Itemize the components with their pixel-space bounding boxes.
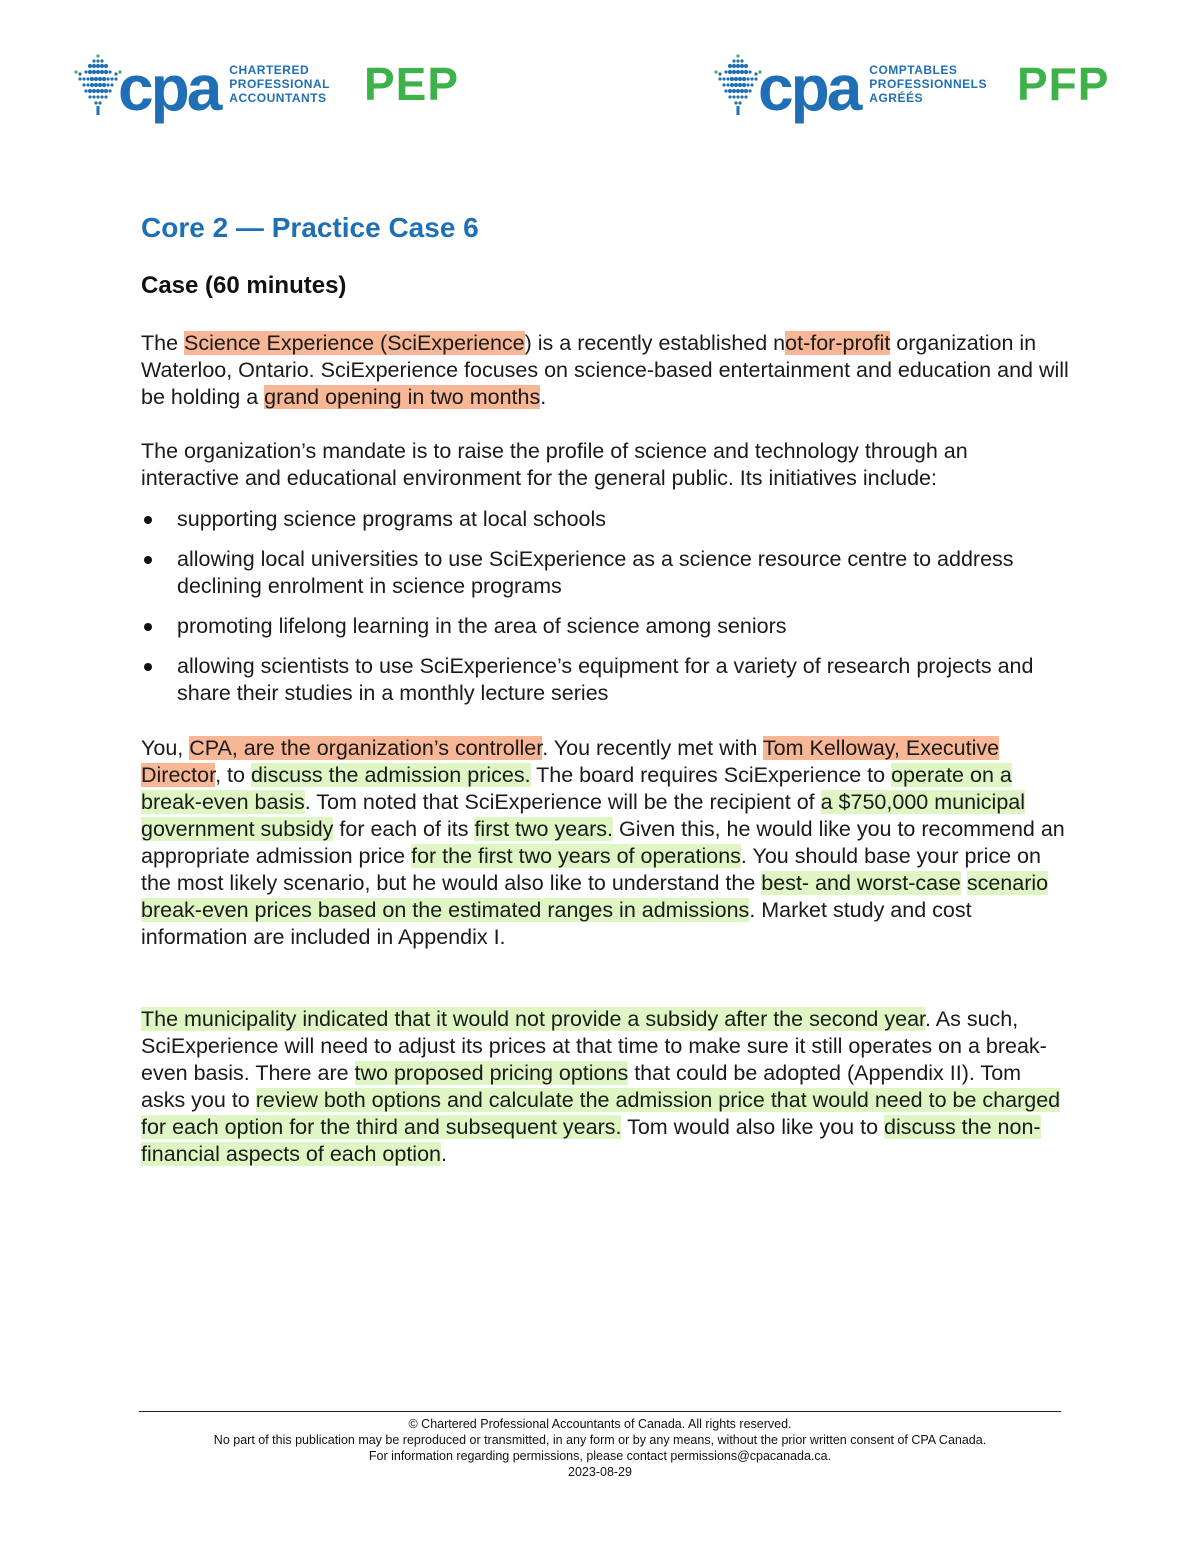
leaf-dot [732, 59, 735, 62]
leaf-dot [98, 101, 101, 104]
list-item [141, 546, 1071, 600]
key-fact-highlight: Science Experience (SciExperience [184, 331, 525, 355]
leaf-dot [96, 64, 100, 68]
requirement-highlight: discuss the admission prices. [250, 763, 531, 787]
leaf-dot [742, 83, 746, 87]
leaf-dot [100, 59, 103, 62]
leaf-dot [736, 59, 739, 62]
leaf-dot [88, 64, 92, 68]
leaf-dot [734, 77, 738, 81]
leaf-dot [724, 70, 727, 73]
leaf-dot [736, 95, 739, 98]
initiatives-list [141, 506, 1071, 720]
leaf-dot [750, 83, 753, 86]
leaf-dot [738, 77, 742, 81]
leaf-dot [86, 83, 89, 86]
requirement-highlight: best- and worst-case [761, 871, 961, 895]
designation-line: PROFESSIONAL [229, 77, 330, 91]
designation-line: PROFESSIONNELS [869, 77, 987, 91]
leaf-dot [84, 70, 87, 73]
leaf-dot [726, 77, 729, 80]
leaf-dot [722, 77, 725, 80]
leaf-dot [744, 95, 747, 98]
list-item [141, 506, 1071, 533]
requirement-highlight: two proposed pricing options [354, 1061, 629, 1085]
list-item [141, 613, 1071, 640]
leaf-dot [104, 95, 107, 98]
leaf-dot [726, 83, 729, 86]
text-run: Tom would also like you to [621, 1115, 884, 1139]
leaf-stem [97, 106, 100, 115]
leaf-dot [104, 64, 108, 68]
key-fact-highlight: Tom Kelloway, Executive Director [141, 736, 1000, 787]
leaf-dot [744, 89, 748, 93]
leaf-dot [734, 101, 737, 104]
text-run: . As such, SciExperience will need to adjust its prices at that time to make sure it still operates on a break-even basis. There are [141, 1007, 1047, 1085]
reproduction-notice: No part of this publication may be reproduced or transmitted, in any form or by any means, without the prior written consent of CPA Canada. [213, 1433, 987, 1447]
designation-line: ACCOUNTANTS [229, 91, 327, 105]
leaf-dot [98, 77, 102, 81]
leaf-dot [88, 89, 92, 93]
leaf-dot [740, 95, 743, 98]
requirement-highlight: discuss the non-financial aspects of each option [141, 1115, 1041, 1166]
leaf-dot [78, 77, 81, 80]
leaf-dot [738, 101, 741, 104]
key-fact-highlight: grand opening in two months [264, 385, 541, 409]
leaf-dot [742, 77, 746, 81]
leaf-dot [730, 83, 734, 87]
leaf-dot [746, 77, 749, 80]
list-item-text: promoting lifelong learning in the area of science among seniors [177, 614, 787, 638]
leaf-dot [746, 83, 749, 86]
copyright-text: © Chartered Professional Accountants of Canada. All rights reserved. [408, 1417, 792, 1431]
cpa-wordmark: cpa [118, 52, 220, 124]
permissions-contact: For information regarding permissions, please contact permissions@cpacanada.ca. [368, 1449, 832, 1463]
leaf-dot [92, 70, 96, 74]
text-run: organization in Waterloo, Ontario. SciExperience focuses on science-based entertainment and education and will be holding a [141, 331, 1069, 409]
text-run: . You should base your price on the most likely scenario, but he would also like to understand the [141, 844, 1041, 895]
text-run: You, [141, 736, 190, 760]
leaf-dot [722, 83, 725, 86]
leaf-dot [96, 95, 99, 98]
leaf-dot [106, 77, 109, 80]
list-item [141, 653, 1071, 707]
leaf-dot [100, 70, 104, 74]
leaf-dot [100, 95, 103, 98]
leaf-dot [88, 70, 92, 74]
bullet-icon [144, 516, 152, 524]
requirement-highlight: for the first two years of operations [411, 844, 741, 868]
leaf-dot [736, 89, 740, 93]
requirement-highlight: a $750,000 municipal government subsidy [141, 790, 1026, 841]
intro-paragraph [141, 330, 1071, 411]
leaf-dot [92, 64, 96, 68]
leaf-dot [732, 64, 736, 68]
leaf-dot [714, 70, 717, 73]
leaf-dot [740, 64, 744, 68]
text-run: . [441, 1142, 447, 1166]
leaf-dot [104, 89, 108, 93]
maple-leaf-icon [72, 52, 124, 116]
leaf-dot [92, 95, 95, 98]
text-run: that could be adopted (Appendix II). Tom asks you to [141, 1061, 1022, 1112]
leaf-dot [724, 89, 727, 92]
leaf-dot [86, 77, 89, 80]
page-title: Core 2 — Practice Case 6 [141, 212, 479, 243]
leaf-dot [110, 77, 113, 80]
case-heading: Case (60 minutes) [141, 272, 347, 299]
leaf-dot [736, 64, 740, 68]
document-date: 2023-08-29 [568, 1465, 632, 1479]
leaf-stem [737, 106, 740, 115]
leaf-dot [90, 83, 94, 87]
bullet-icon [144, 623, 152, 631]
leaf-dot [738, 83, 742, 87]
leaf-dot [98, 83, 102, 87]
leaf-dot [718, 77, 721, 80]
text-run: for each of its [333, 817, 475, 841]
leaf-dot [108, 89, 111, 92]
leaf-dot [732, 70, 736, 74]
leaf-dot [100, 64, 104, 68]
leaf-dot [744, 64, 748, 68]
leaf-dot [96, 89, 100, 93]
leaf-dot [96, 59, 99, 62]
requirement-highlight: operate on a break-even basis [141, 763, 1012, 814]
leaf-dot [102, 77, 106, 81]
list-item-text: allowing local universities to use SciExperience as a science resource centre to address declining enrolment in science programs [177, 547, 1014, 598]
leaf-dot [106, 83, 109, 86]
leaf-dot [734, 83, 738, 87]
requirement-highlight: scenario break-even prices based on the estimated ranges in admissions [141, 871, 1049, 922]
text-run: . Market study and cost information are included in Appendix I. [141, 898, 972, 949]
leaf-dot [730, 77, 734, 81]
leaf-dot [94, 77, 98, 81]
designation-line: AGRÉÉS [869, 91, 923, 105]
leaf-dot [718, 72, 721, 75]
leaf-dot [94, 83, 98, 87]
leaf-dot [740, 89, 744, 93]
leaf-dot [740, 70, 744, 74]
bullet-icon [144, 556, 152, 564]
leaf-dot [736, 70, 740, 74]
text-run: Given this, he would like you to recommend an appropriate admission price [141, 817, 1065, 868]
subsidy-paragraph [141, 1006, 1071, 1168]
text-run: . You recently met with [542, 736, 763, 760]
leaf-dot [94, 101, 97, 104]
role-paragraph [141, 735, 1071, 951]
text-run [961, 871, 967, 895]
program-label: PFP [1016, 58, 1110, 110]
cpa-french-logo [712, 52, 1110, 124]
list-item-text: supporting science programs at local schools [177, 507, 607, 531]
key-fact-highlight: CPA, are the organization’s controller [189, 736, 543, 760]
requirement-highlight: review both options and calculate the admission price that would need to be charged for each option for the third and subsequent years. [141, 1088, 1061, 1139]
leaf-dot [728, 89, 732, 93]
leaf-dot [92, 89, 96, 93]
leaf-dot [82, 77, 85, 80]
leaf-dot [74, 70, 77, 73]
leaf-dot [84, 89, 87, 92]
cpa-designation-text [229, 63, 330, 105]
leaf-dot [78, 72, 81, 75]
page-footer [139, 1411, 1061, 1480]
leaf-dot [82, 83, 85, 86]
text-run: , to [215, 763, 251, 787]
leaf-dot [102, 83, 106, 87]
list-item-text: allowing scientists to use SciExperience’s equipment for a variety of research projects and share their studies in a monthly lecture series [177, 654, 1034, 705]
text-run: The [141, 331, 185, 355]
leaf-dot [748, 70, 751, 73]
leaf-dot [748, 89, 751, 92]
leaf-dot [92, 59, 95, 62]
leaf-dot [732, 95, 735, 98]
designation-line: CHARTERED [229, 63, 310, 77]
bullet-icon [144, 663, 152, 671]
text-run: The board requires SciExperience to [530, 763, 892, 787]
leaf-dot [728, 95, 731, 98]
leaf-dot [104, 70, 108, 74]
requirement-highlight: The municipality indicated that it would not provide a subsidy after the second year [141, 1007, 926, 1031]
maple-leaf-icon [712, 52, 764, 116]
cpa-designation-text [869, 63, 987, 105]
text-run: . [540, 385, 547, 409]
leaf-dot [88, 95, 91, 98]
leaf-dot [728, 70, 732, 74]
key-fact-highlight: ot-for-profit [785, 331, 891, 355]
leaf-dot [110, 83, 113, 86]
text-run: . Tom noted that SciExperience will be the recipient of [304, 790, 821, 814]
program-label: PEP [363, 58, 460, 110]
leaf-dot [728, 64, 732, 68]
leaf-dot [96, 54, 99, 57]
leaf-dot [750, 77, 753, 80]
leaf-dot [90, 77, 94, 81]
mandate-paragraph [141, 438, 1071, 492]
cpa-english-logo [72, 52, 460, 124]
leaf-dot [740, 59, 743, 62]
leaf-dot [736, 54, 739, 57]
leaf-dot [108, 70, 111, 73]
cpa-wordmark: cpa [758, 52, 860, 124]
text-run: The organization’s mandate is to raise the profile of science and technology through an interactive and educational environment for the general public. Its initiatives include: [141, 439, 968, 490]
leaf-dot [96, 70, 100, 74]
leaf-dot [732, 89, 736, 93]
leaf-dot [100, 89, 104, 93]
requirement-highlight: first two years. [474, 817, 614, 841]
text-run: ) is a recently established n [524, 331, 786, 355]
leaf-dot [744, 70, 748, 74]
designation-line: COMPTABLES [869, 63, 958, 77]
